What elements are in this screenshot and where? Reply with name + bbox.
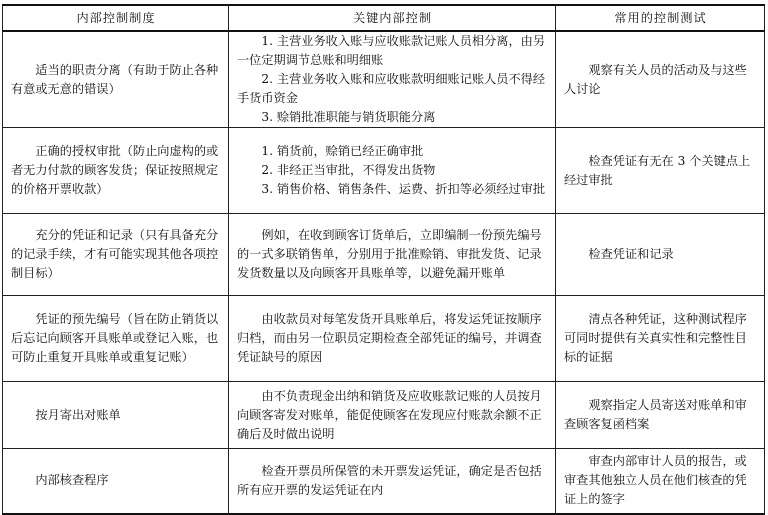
control-test-cell: 观察指定人员寄送对账单和审查顾客复函档案 bbox=[556, 382, 765, 449]
control-system-cell: 充分的凭证和记录（只有具备充分的记录手续，才有可能实现其他各项控制目标） bbox=[3, 214, 229, 296]
table-row bbox=[3, 449, 765, 514]
table-row bbox=[3, 382, 765, 449]
table-row bbox=[3, 128, 765, 214]
header-control-system: 内部控制制度 bbox=[3, 5, 229, 31]
control-system-cell: 凭证的预先编号（旨在防止销货以后忘记向顾客开具账单或登记入账，也可防止重复开具账单或重复记账） bbox=[3, 296, 229, 382]
control-system-cell: 内部核查程序 bbox=[3, 449, 229, 514]
key-control-cell: 由不负责现金出纳和销货及应收账款记账的人员按月向顾客寄发对账单，能促使顾客在发现应付账款余额不正确后及时做出说明 bbox=[229, 382, 556, 449]
key-control-cell: 由收款员对每笔发货开具账单后，将发运凭证按顺序归档，而由另一位职员定期检查全部凭证的编号，并调查凭证缺号的原因 bbox=[229, 296, 556, 382]
key-control-item: 3. 赊销批准职能与销货职能分离 bbox=[261, 110, 436, 124]
control-system-cell: 正确的授权审批（防止向虚构的或者无力付款的顾客发货；保证按照规定的价格开票收款） bbox=[3, 128, 229, 214]
key-control-item: 3. 销售价格、销售条件、运费、折扣等必须经过审批 bbox=[261, 182, 546, 196]
key-control-item: 1. 销货前，赊销已经正确审批 bbox=[261, 144, 424, 158]
key-control-cell: 检查开票员所保管的未开票发运凭证，确定是否包括所有应开票的发运凭证在内 bbox=[229, 449, 556, 514]
key-control-cell bbox=[229, 128, 556, 214]
key-control-cell bbox=[229, 31, 556, 128]
key-control-item: 2. 主营业务收入账和应收账款明细账记账人员不得经手货币资金 bbox=[237, 72, 546, 105]
control-test-cell: 观察有关人员的活动及与这些人讨论 bbox=[556, 31, 765, 128]
header-control-test: 常用的控制测试 bbox=[556, 5, 765, 31]
key-control-cell: 例如，在收到顾客订货单后，立即编制一份预先编号的一式多联销售单，分别用于批准赊销、审批发货、记录发货数量以及向顾客开具账单等，以避免漏开账单 bbox=[229, 214, 556, 296]
key-control-item: 1. 主营业务收入账与应收账款记账人员相分离，由另一位定期调节总账和明细账 bbox=[237, 34, 546, 67]
table-row bbox=[3, 214, 765, 296]
control-test-cell: 检查凭证和记录 bbox=[556, 214, 765, 296]
control-test-cell: 清点各种凭证，这种测试程序可同时提供有关真实性和完整性目标的证据 bbox=[556, 296, 765, 382]
control-test-cell: 审查内部审计人员的报告，或审查其他独立人员在他们核查的凭证上的签字 bbox=[556, 449, 765, 514]
header-key-control: 关键内部控制 bbox=[229, 5, 556, 31]
table-row bbox=[3, 31, 765, 128]
internal-control-table bbox=[2, 4, 765, 515]
control-system-cell: 适当的职责分离（有助于防止各种有意或无意的错误） bbox=[3, 31, 229, 128]
control-test-cell: 检查凭证有无在 3 个关键点上经过审批 bbox=[556, 128, 765, 214]
table-header-row bbox=[3, 5, 765, 31]
key-control-item: 2. 非经正当审批，不得发出货物 bbox=[261, 163, 436, 177]
control-system-cell: 按月寄出对账单 bbox=[3, 382, 229, 449]
table-row bbox=[3, 296, 765, 382]
